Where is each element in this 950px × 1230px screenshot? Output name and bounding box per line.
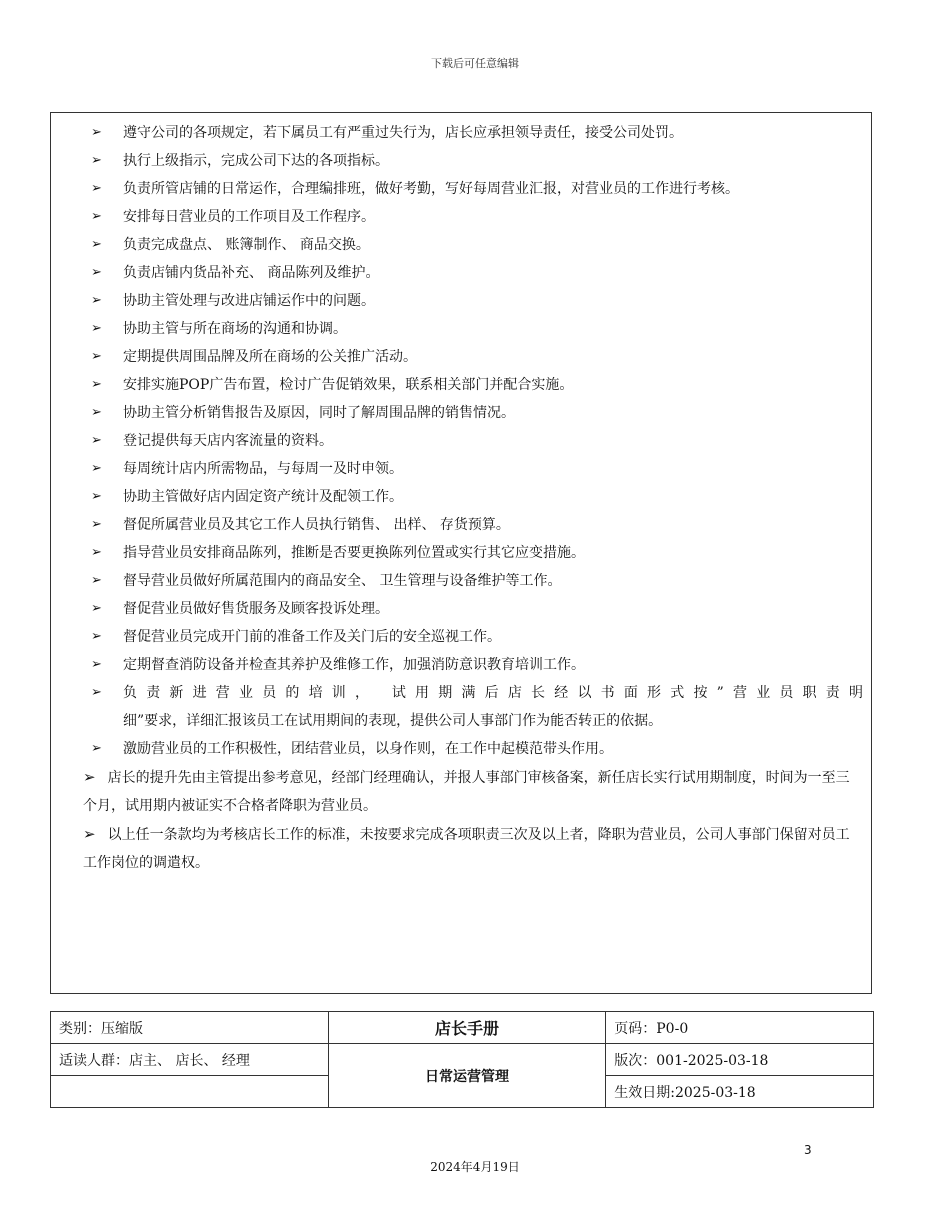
arrow-bullet-icon: ➢ [83,768,96,786]
arrow-bullet-icon: ➢ [91,293,102,308]
list-item-text: 负责完成盘点、 账簿制作、 商品交换。 [123,237,370,253]
arrow-bullet-icon: ➢ [91,433,102,448]
standard-paragraph [83,820,863,877]
effective-date-cell: 生效日期:2025-03-18 [606,1076,874,1108]
arrow-bullet-icon: ➢ [91,125,102,140]
list-item-text: 安排实施POP广告布置，检讨广告促销效果，联系相关部门并配合实施。 [123,377,574,393]
list-item [91,343,863,371]
arrow-bullet-icon: ➢ [91,741,102,756]
list-item-text: 督促所属营业员及其它工作人员执行销售、 出样、 存货预算。 [123,517,510,533]
arrow-bullet-icon: ➢ [91,629,102,644]
list-item [91,371,863,399]
list-item-training [91,679,863,707]
arrow-bullet-icon: ➢ [91,377,102,392]
list-item-text: 督导营业员做好所属范围内的商品安全、 卫生管理与设备维护等工作。 [123,573,562,589]
arrow-bullet-icon: ➢ [91,181,102,196]
arrow-bullet-icon: ➢ [91,461,102,476]
header-note: 下载后可任意编辑 [431,57,519,70]
arrow-bullet-icon: ➢ [91,489,102,504]
list-item [91,539,863,567]
arrow-bullet-icon: ➢ [91,265,102,280]
list-item [91,259,863,287]
promotion-text: 店长的提升先由主管提出参考意见，经部门经理确认，并报人事部门审核备案，新任店长实行试用期制度，时间为一至三个月，试用期内被证实不合格者降职为营业员。 [83,770,850,814]
document-info-table [50,1011,874,1108]
list-item-text: 执行上级指示，完成公司下达的各项指标。 [123,153,389,169]
training-line-1: 负责新进营业员的培训， 试用期满后店长经以书面形式按”营业员职责明 [123,685,863,701]
list-item-text: 协助主管做好店内固定资产统计及配领工作。 [123,489,403,505]
list-item-text: 定期督查消防设备并检查其养护及维修工作，加强消防意识教育培训工作。 [123,657,585,673]
list-item [91,427,863,455]
list-item [91,287,863,315]
page-number: 3 [804,1143,812,1157]
list-item-text: 每周统计店内所需物品，与每周一及时申领。 [123,461,403,477]
list-item [91,175,863,203]
list-item-text: 协助主管与所在商场的沟通和协调。 [123,321,347,337]
arrow-bullet-icon: ➢ [91,321,102,336]
list-item-text: 督促营业员做好售货服务及顾客投诉处理。 [123,601,389,617]
list-item-text: 负责店铺内货品补充、 商品陈列及维护。 [123,265,380,281]
list-item-text: 安排每日营业员的工作项目及工作程序。 [123,209,375,225]
list-item [91,511,863,539]
arrow-bullet-icon: ➢ [91,405,102,420]
training-line-2: 细”要求，详细汇报该员工在试用期间的表现，提供公司人事部门作为能否转正的依据。 [123,713,663,729]
arrow-bullet-icon: ➢ [91,153,102,168]
list-item-text: 督促营业员完成开门前的准备工作及关门后的安全巡视工作。 [123,629,501,645]
arrow-bullet-icon: ➢ [83,825,96,843]
arrow-bullet-icon: ➢ [91,657,102,672]
list-item [91,315,863,343]
arrow-bullet-icon: ➢ [91,237,102,252]
list-item-text: 遵守公司的各项规定，若下属员工有严重过失行为，店长应承担领导责任，接受公司处罚。 [123,125,683,141]
manual-subtitle: 日常运营管理 [328,1044,606,1108]
list-item [91,455,863,483]
arrow-bullet-icon: ➢ [91,573,102,588]
list-item [91,231,863,259]
list-item [91,399,863,427]
arrow-bullet-icon: ➢ [91,517,102,532]
duties-content-box [50,112,872,994]
arrow-bullet-icon: ➢ [91,209,102,224]
empty-cell [51,1076,329,1108]
list-item-text: 协助主管分析销售报告及原因，同时了解周围品牌的销售情况。 [123,405,515,421]
standard-text: 以上任一条款均为考核店长工作的标准，未按要求完成各项职责三次及以上者，降职为营业员，公司人事部门保留对员工工作岗位的调遣权。 [83,827,850,871]
list-item [91,203,863,231]
motivate-text: 激励营业员的工作积极性，团结营业员，以身作则，在工作中起模范带头作用。 [123,741,613,757]
list-item [91,147,863,175]
list-item [91,651,863,679]
list-item-text: 指导营业员安排商品陈列，推断是否要更换陈列位置或实行其它应变措施。 [123,545,585,561]
list-item-text: 登记提供每天店内客流量的资料。 [123,433,333,449]
arrow-bullet-icon: ➢ [91,601,102,616]
page-code-cell: 页码：P0-0 [606,1012,874,1044]
footer-date: 2024年4月19日 [430,1160,520,1174]
audience-cell: 适读人群：店主、 店长、 经理 [51,1044,329,1076]
list-item-text: 定期提供周围品牌及所在商场的公关推广活动。 [123,349,417,365]
manual-title: 店长手册 [328,1012,606,1044]
list-item [91,623,863,651]
duty-list [83,119,863,877]
list-item [91,483,863,511]
list-item [91,119,863,147]
version-cell: 版次：001-2025-03-18 [606,1044,874,1076]
category-cell: 类别：压缩版 [51,1012,329,1044]
list-item [91,567,863,595]
arrow-bullet-icon: ➢ [91,349,102,364]
promotion-paragraph [83,763,863,820]
list-item-training-cont [91,707,863,735]
arrow-bullet-icon: ➢ [91,545,102,560]
list-item-motivate [91,735,863,763]
list-item [91,595,863,623]
arrow-bullet-icon: ➢ [91,685,102,700]
list-item-text: 负责所管店铺的日常运作，合理编排班，做好考勤，写好每周营业汇报，对营业员的工作进行考核。 [123,181,739,197]
list-item-text: 协助主管处理与改进店铺运作中的问题。 [123,293,375,309]
